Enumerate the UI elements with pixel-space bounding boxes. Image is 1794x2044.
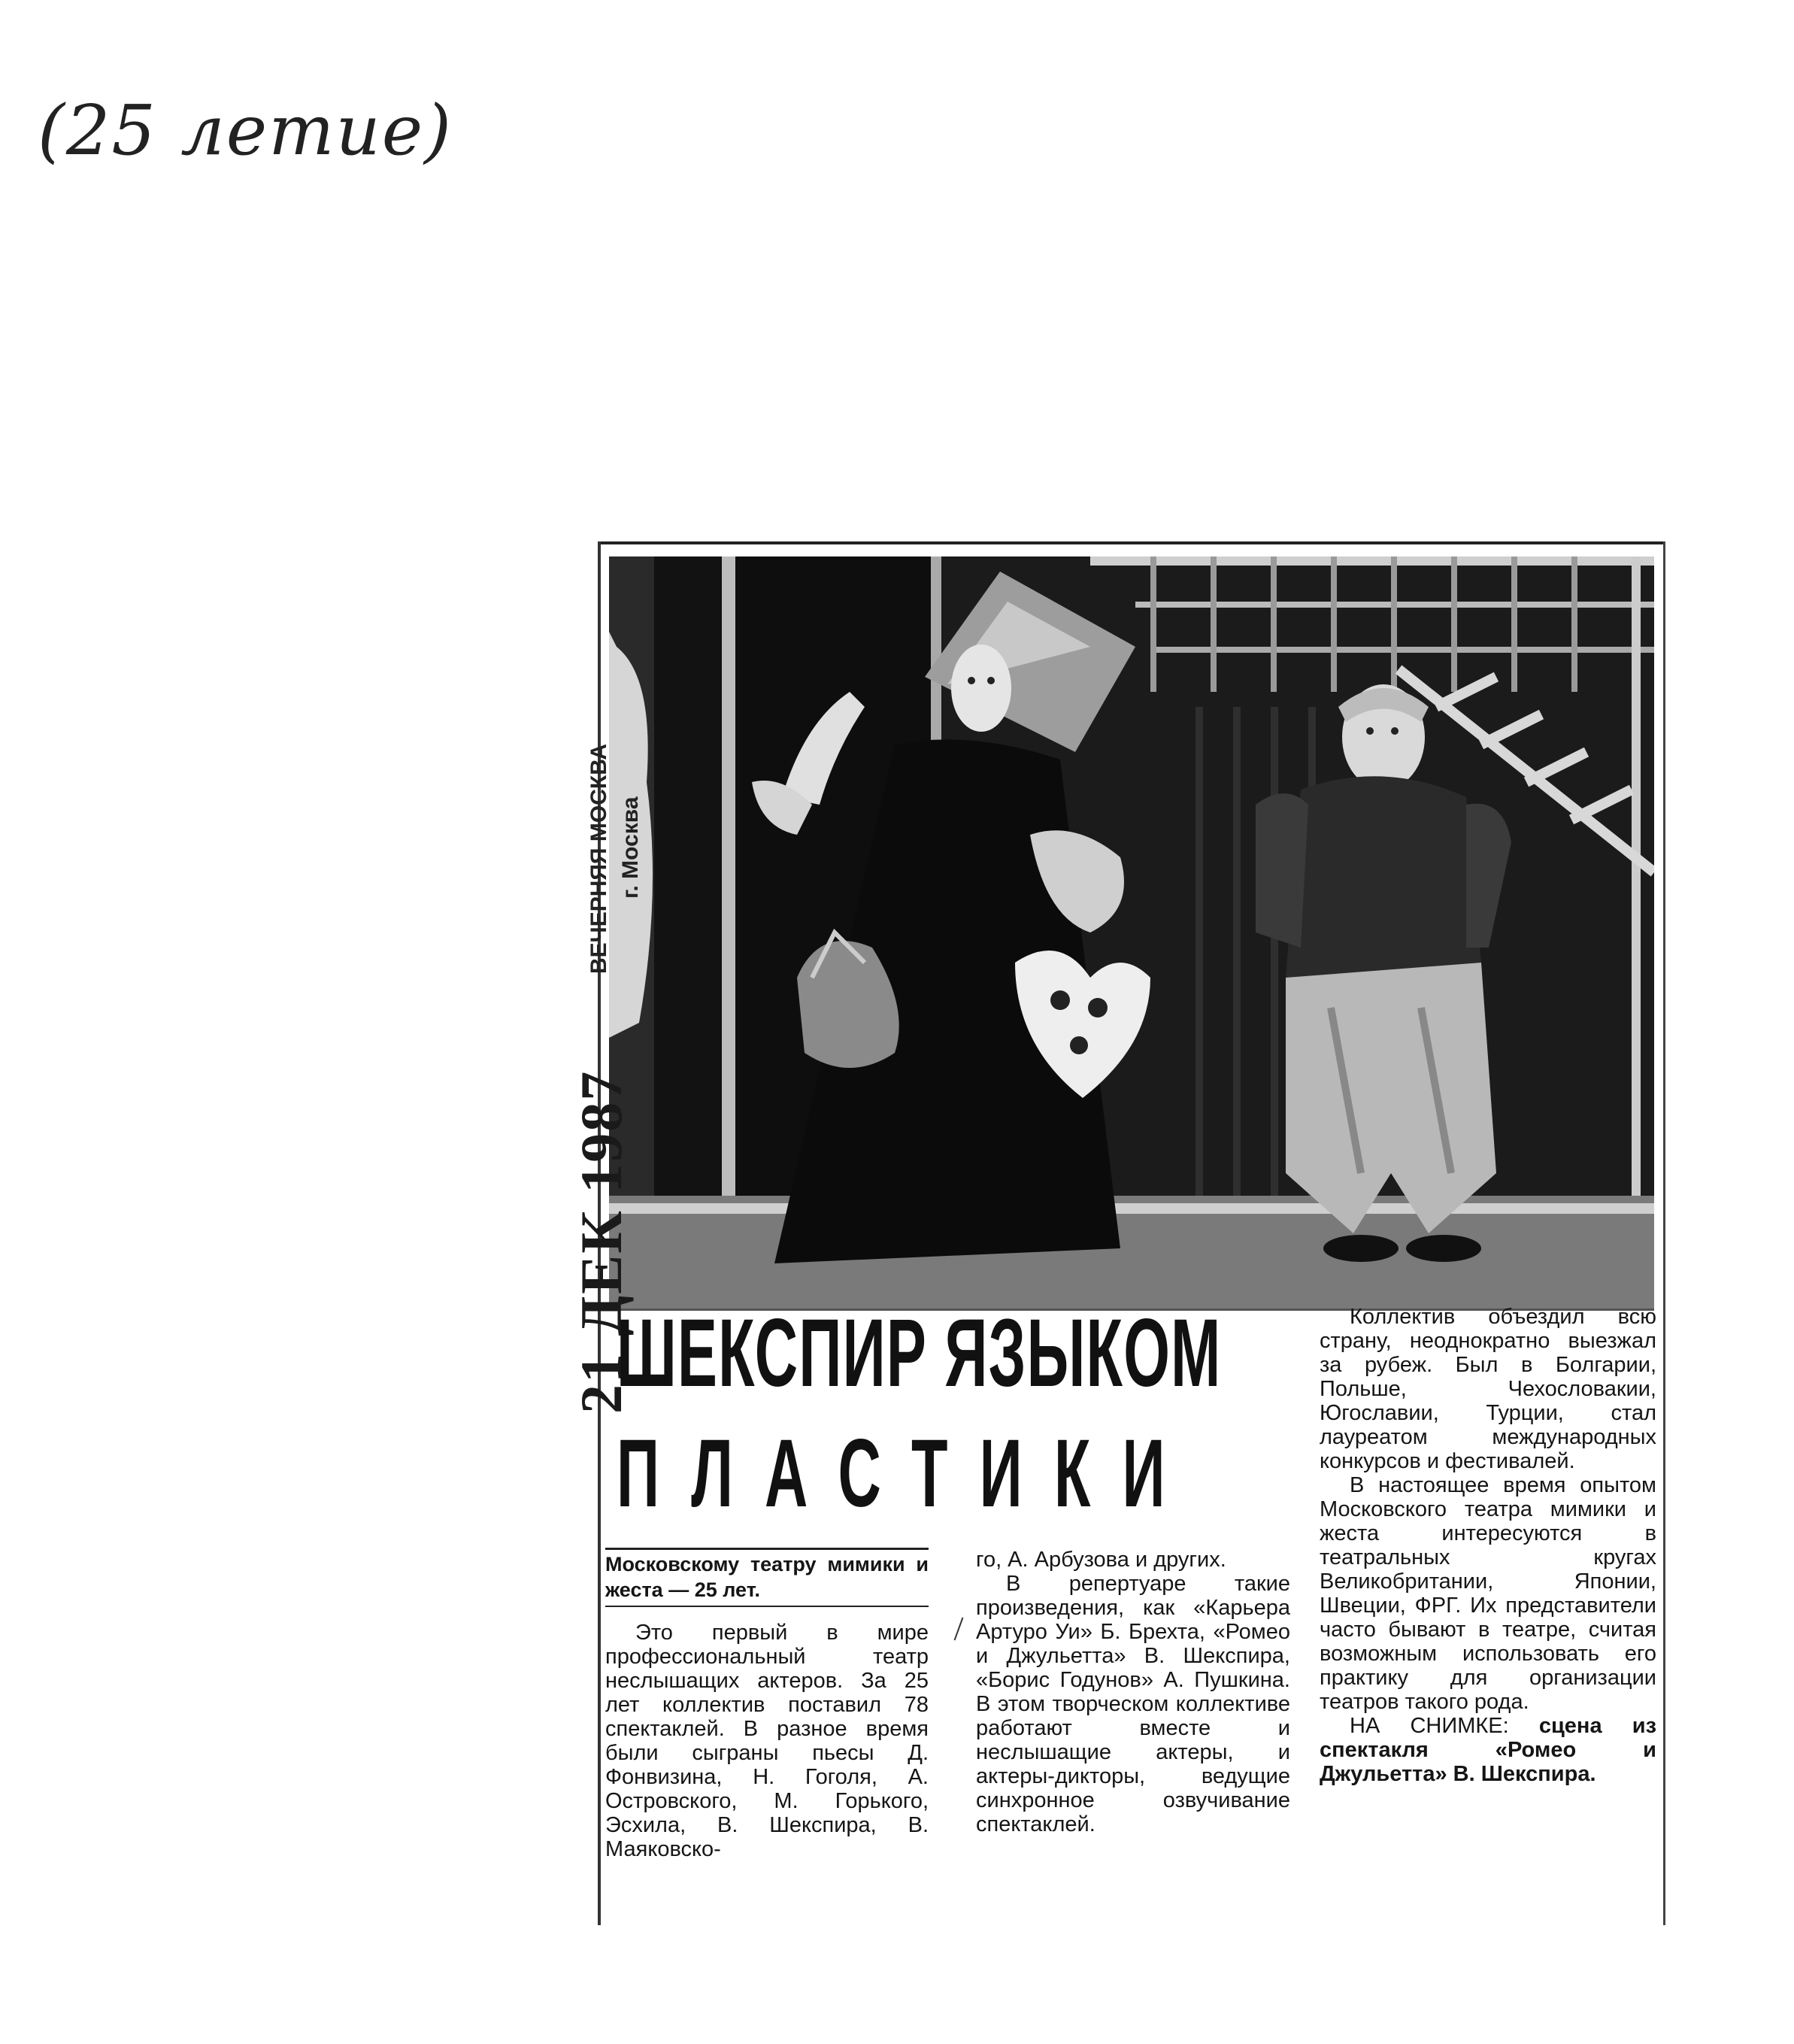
article-lead: Московскому театру мимики и жеста — 25 лет. (605, 1548, 929, 1607)
article-paragraph: Коллектив объездил всю страну, неоднократно выезжал за рубеж. Был в Болгарии, Польше, Чехословакии, Югославии, Турции, стал лауреатом международных конкурсов и фестивалей. (1320, 1305, 1656, 1473)
photo-caption (1320, 1714, 1656, 1786)
clipping-border-right (1663, 541, 1665, 1925)
headline-line-2: ПЛАСТИКИ (617, 1420, 1197, 1527)
article-paragraph: В репертуаре такие произведения, как «Карьера Артуро Уи» Б. Брехта, «Ромео и Джульетта» В. Шекспира, «Борис Годунов» А. Пушкина. В этом творческом коллективе работают вместе и неслышащие актеры, и актеры-дикторы, ведущие синхронное озвучивание спектаклей. (976, 1572, 1290, 1836)
caption-text: сцена из спектакля «Ромео и Джульетта» В. Шекспира. (1320, 1714, 1656, 1786)
stamp-newspaper-name: ВЕЧЕРНЯЯ МОСКВА (586, 743, 611, 974)
article-column-2 (976, 1548, 1290, 1836)
article-paragraph: Это первый в мире профессиональный театр неслышащих актеров. За 25 лет коллектив поставил 78 спектаклей. В разное время были сыграны пьесы Д. Фонвизина, Н. Гоголя, А. Островского, М. Горького, Эсхила, В. Шекспира, В. Маяковско- (605, 1621, 929, 1861)
headline-line-1: ШЕКСПИР ЯЗЫКОМ (617, 1299, 1222, 1407)
article-paragraph: го, А. Арбузова и других. (976, 1548, 1226, 1572)
stamp-date: 21 ДЕК 1987 (568, 1069, 634, 1414)
article-column-1 (605, 1548, 929, 1861)
clipping-border-top (598, 541, 1665, 544)
handwritten-note: (25 летие) (38, 90, 453, 171)
article-paragraph: В настоящее время опытом Московского театра мимики и жеста интересуются в театральных кругах Великобритании, Японии, Швеции, ФРГ. Их представители часто бывают в театре, считая возможным использовать его практику для организации театров такого рода. (1320, 1473, 1656, 1714)
caption-lead: НА СНИМКЕ: (1350, 1714, 1509, 1738)
stage-photo (609, 556, 1654, 1309)
article-column-3 (1320, 1305, 1656, 1786)
stamp-city: г. Москва (618, 796, 643, 899)
